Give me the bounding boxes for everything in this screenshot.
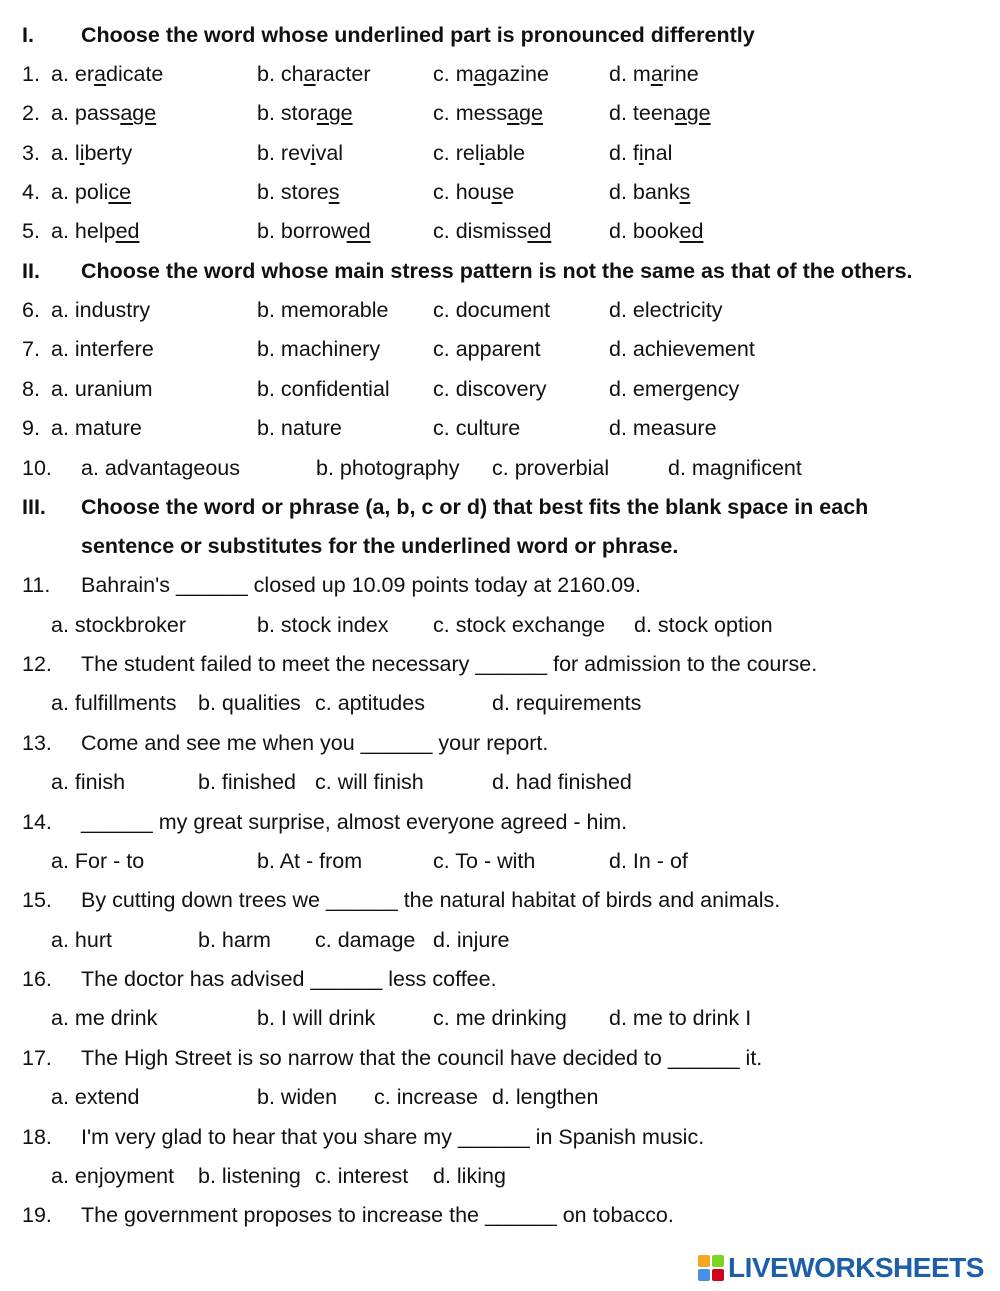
option-d[interactable]: d. In - of	[609, 849, 688, 873]
option-b[interactable]: b. character	[257, 62, 371, 86]
answer-blank[interactable]: ______	[484, 1203, 557, 1227]
option-a[interactable]: a. hurt	[51, 928, 112, 952]
option-a[interactable]: a. me drink	[51, 1006, 158, 1030]
liveworksheets-logo[interactable]	[698, 1252, 998, 1284]
option-d[interactable]: d. booked	[609, 219, 704, 243]
option-d[interactable]: d. banks	[609, 180, 691, 204]
option-a[interactable]: a. liberty	[51, 141, 133, 165]
option-d[interactable]: d. lengthen	[492, 1085, 599, 1109]
option-b[interactable]: b. stock index	[257, 613, 389, 637]
option-d[interactable]: d. measure	[609, 416, 717, 440]
logo-text: LIVEWORKSHEETS	[728, 1252, 984, 1283]
section-title-line-2: sentence or substitutes for the underlined word or phrase.	[81, 534, 679, 558]
section-title: Choose the word whose underlined part is pronounced differently	[81, 23, 755, 47]
question-number: 6.	[22, 298, 40, 322]
answer-blank[interactable]: ______	[457, 1125, 530, 1149]
option-b[interactable]: b. harm	[198, 928, 271, 952]
question-number: 9.	[22, 416, 40, 440]
option-a[interactable]: a. finish	[51, 770, 126, 794]
option-d[interactable]: d. stock option	[634, 613, 773, 637]
option-a[interactable]: a. mature	[51, 416, 142, 440]
option-a[interactable]: a. fulfillments	[51, 691, 177, 715]
option-d[interactable]: d. teenage	[609, 101, 711, 125]
answer-blank[interactable]: ______	[475, 652, 548, 676]
option-c[interactable]: c. will finish	[315, 770, 424, 794]
option-a[interactable]: a. passage	[51, 101, 157, 125]
option-d[interactable]: d. electricity	[609, 298, 723, 322]
option-a[interactable]: a. helped	[51, 219, 140, 243]
answer-blank[interactable]: ______	[175, 573, 248, 597]
question-number: 19.	[22, 1203, 52, 1227]
option-c[interactable]: c. house	[433, 180, 515, 204]
option-d[interactable]: d. liking	[433, 1164, 506, 1188]
section-title-line-1: Choose the word or phrase (a, b, c or d) that best fits the blank space in each	[81, 495, 869, 519]
option-b[interactable]: b. memorable	[257, 298, 389, 322]
question-text: Bahrain's ______ closed up 10.09 points today at 2160.09.	[81, 566, 641, 605]
option-d[interactable]: d. me to drink I	[609, 1006, 752, 1030]
question-number: 17.	[22, 1046, 52, 1070]
option-c[interactable]: c. increase	[374, 1085, 478, 1109]
logo-square-2	[712, 1255, 724, 1267]
option-a[interactable]: a. interfere	[51, 337, 154, 361]
option-c[interactable]: c. proverbial	[492, 456, 610, 480]
option-a[interactable]: a. industry	[51, 298, 151, 322]
question-text: The government proposes to increase the ______ on tobacco.	[81, 1196, 674, 1235]
option-c[interactable]: c. damage	[315, 928, 416, 952]
option-b[interactable]: b. borrowed	[257, 219, 371, 243]
option-a[interactable]: a. enjoyment	[51, 1164, 175, 1188]
question-number: 15.	[22, 888, 52, 912]
option-b[interactable]: b. photography	[316, 456, 460, 480]
option-d[interactable]: d. emergency	[609, 377, 740, 401]
option-a[interactable]: a. advantageous	[81, 456, 240, 480]
question-number: 13.	[22, 731, 52, 755]
option-b[interactable]: b. I will drink	[257, 1006, 376, 1030]
option-a[interactable]: a. For - to	[51, 849, 145, 873]
option-c[interactable]: c. apparent	[433, 337, 541, 361]
question-number: 10.	[22, 456, 52, 480]
option-b[interactable]: b. revival	[257, 141, 344, 165]
question-number: 11.	[22, 573, 51, 597]
option-b[interactable]: b. qualities	[198, 691, 301, 715]
question-number: 12.	[22, 652, 52, 676]
option-b[interactable]: b. widen	[257, 1085, 338, 1109]
option-a[interactable]: a. eradicate	[51, 62, 164, 86]
answer-blank[interactable]: ______	[325, 888, 398, 912]
option-c[interactable]: c. me drinking	[433, 1006, 567, 1030]
option-b[interactable]: b. confidential	[257, 377, 390, 401]
option-a[interactable]: a. uranium	[51, 377, 153, 401]
question-text: The student failed to meet the necessary ______ for admission to the course.	[81, 645, 817, 684]
question-number: 1.	[22, 62, 40, 86]
option-a[interactable]: a. extend	[51, 1085, 140, 1109]
option-c[interactable]: c. aptitudes	[315, 691, 425, 715]
question-text: ______ my great surprise, almost everyone agreed - him.	[81, 803, 627, 842]
answer-blank[interactable]: ______	[310, 967, 383, 991]
option-b[interactable]: b. stores	[257, 180, 340, 204]
question-text: Come and see me when you ______ your report.	[81, 724, 548, 763]
question-number: 16.	[22, 967, 52, 991]
option-b[interactable]: b. storage	[257, 101, 353, 125]
question-text: By cutting down trees we ______ the natural habitat of birds and animals.	[81, 881, 780, 920]
question-number: 5.	[22, 219, 40, 243]
logo-square-3	[698, 1269, 710, 1281]
question-number: 2.	[22, 101, 40, 125]
option-c[interactable]: c. To - with	[433, 849, 536, 873]
option-d[interactable]: d. requirements	[492, 691, 642, 715]
option-b[interactable]: b. finished	[198, 770, 297, 794]
answer-blank[interactable]: ______	[81, 810, 153, 834]
option-d[interactable]: d. final	[609, 141, 673, 165]
option-d[interactable]: d. magnificent	[668, 456, 802, 480]
question-text: I'm very glad to hear that you share my ______ in Spanish music.	[81, 1118, 704, 1157]
answer-blank[interactable]: ______	[667, 1046, 740, 1070]
question-number: 14.	[22, 810, 52, 834]
question-number: 7.	[22, 337, 40, 361]
option-a[interactable]: a. police	[51, 180, 132, 204]
section-number: II.	[22, 259, 40, 283]
option-c[interactable]: c. dismissed	[433, 219, 552, 243]
option-b[interactable]: b. nature	[257, 416, 342, 440]
option-d[interactable]: d. had finished	[492, 770, 632, 794]
option-c[interactable]: c. reliable	[433, 141, 526, 165]
section-title: Choose the word whose main stress pattern is not the same as that of the others.	[81, 259, 913, 283]
question-text: The doctor has advised ______ less coffee.	[81, 960, 497, 999]
logo-square-1	[698, 1255, 710, 1267]
question-number: 18.	[22, 1125, 52, 1149]
logo-mark-icon	[698, 1255, 724, 1281]
question-number: 3.	[22, 141, 40, 165]
option-d[interactable]: d. marine	[609, 62, 699, 86]
option-c[interactable]: c. document	[433, 298, 551, 322]
logo-square-4	[712, 1269, 724, 1281]
section-number: III.	[22, 495, 46, 519]
option-c[interactable]: c. message	[433, 101, 543, 125]
question-number: 8.	[22, 377, 40, 401]
option-c[interactable]: c. interest	[315, 1164, 409, 1188]
option-c[interactable]: c. culture	[433, 416, 521, 440]
option-b[interactable]: b. machinery	[257, 337, 381, 361]
option-c[interactable]: c. discovery	[433, 377, 547, 401]
option-a[interactable]: a. stockbroker	[51, 613, 187, 637]
option-b[interactable]: b. listening	[198, 1164, 301, 1188]
option-c[interactable]: c. stock exchange	[433, 613, 606, 637]
question-text: The High Street is so narrow that the council have decided to ______ it.	[81, 1039, 762, 1078]
option-d[interactable]: d. injure	[433, 928, 510, 952]
answer-blank[interactable]: ______	[360, 731, 433, 755]
section-number: I.	[22, 23, 34, 47]
question-number: 4.	[22, 180, 40, 204]
option-d[interactable]: d. achievement	[609, 337, 755, 361]
option-c[interactable]: c. magazine	[433, 62, 549, 86]
option-b[interactable]: b. At - from	[257, 849, 363, 873]
